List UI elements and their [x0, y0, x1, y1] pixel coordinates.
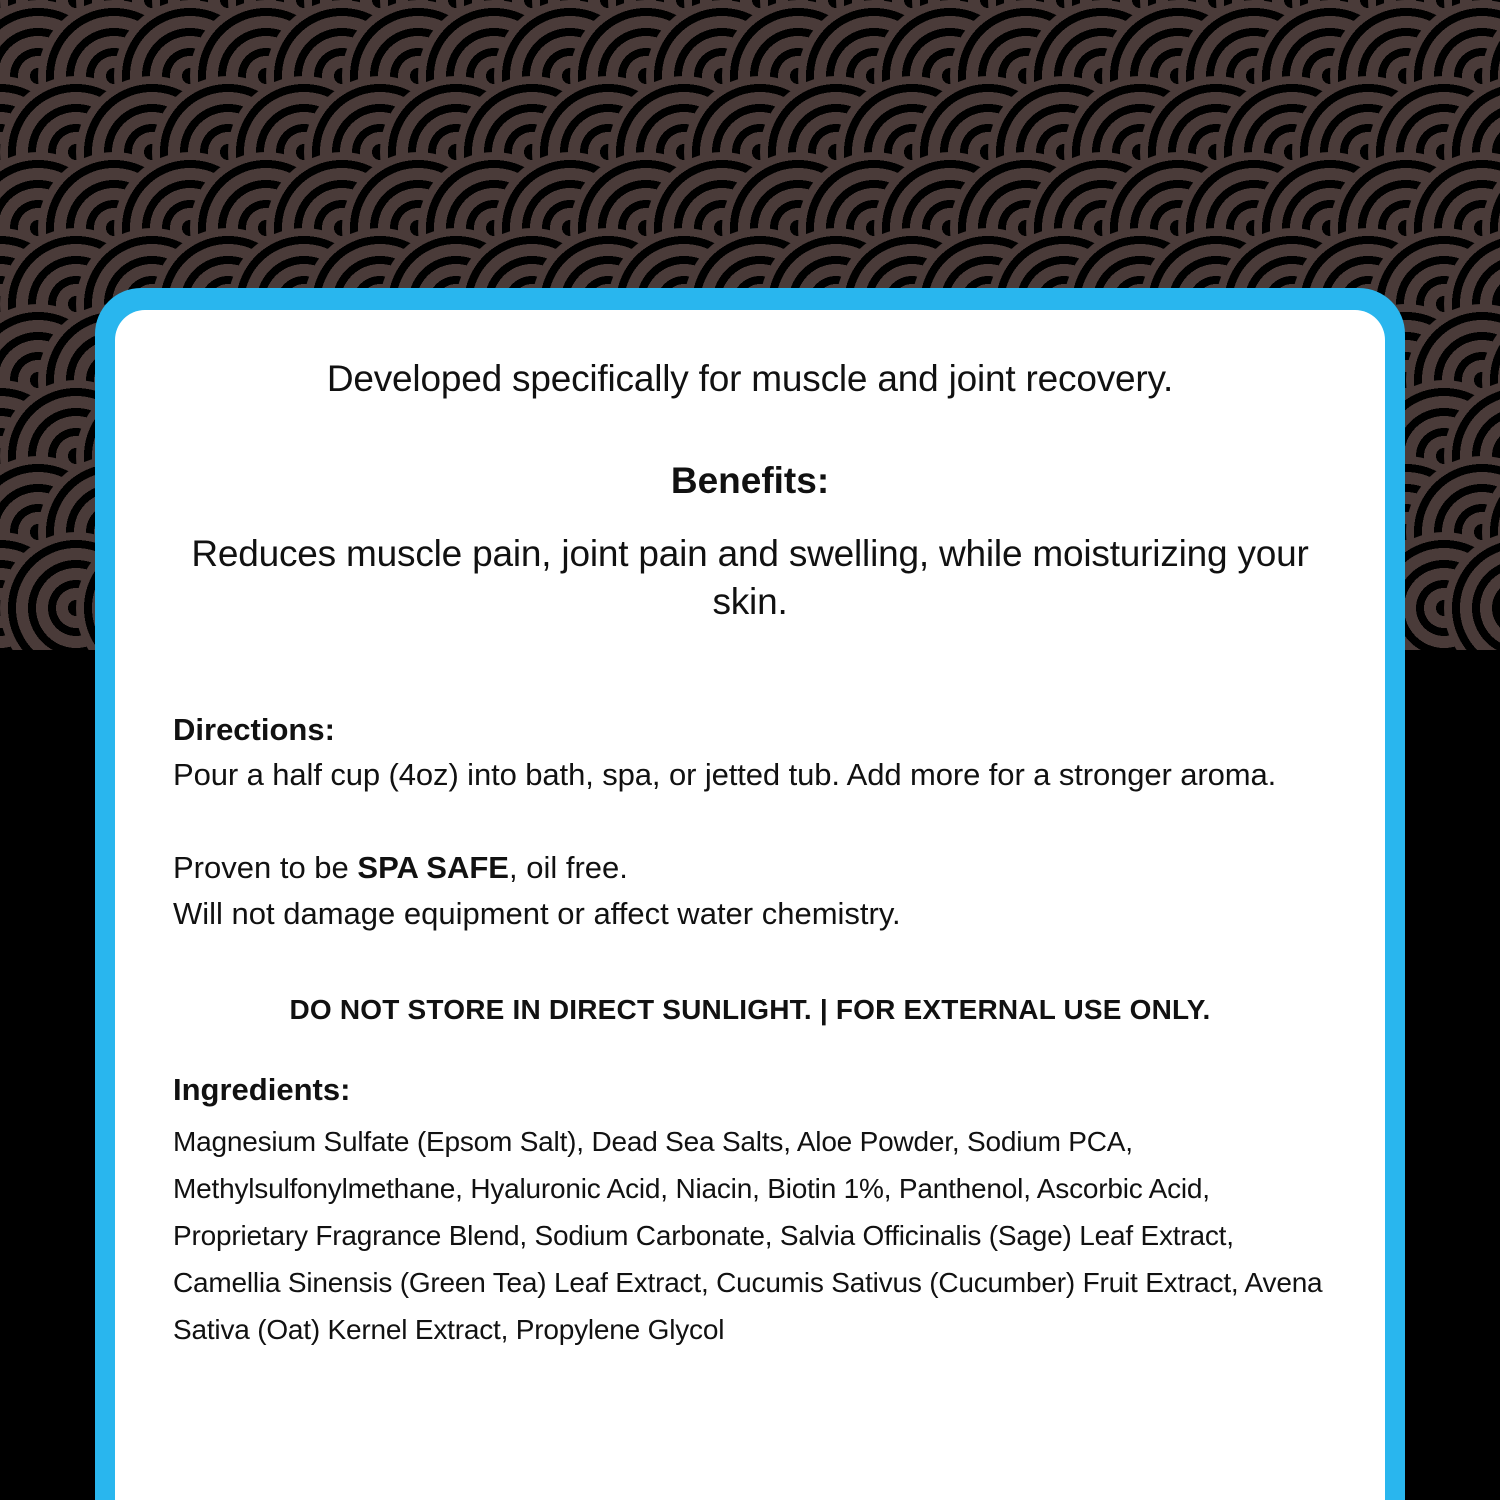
spacer	[173, 799, 1327, 845]
info-card-content	[115, 310, 1385, 1353]
warning-text: DO NOT STORE IN DIRECT SUNLIGHT. | FOR EXTERNAL USE ONLY.	[289, 993, 1211, 1025]
headline-text: Developed specifically for muscle and joint recovery.	[326, 358, 1174, 399]
directions-body-text: Pour a half cup (4oz) into bath, spa, or jetted tub. Add more for a stronger aroma.	[173, 757, 1277, 793]
spa-safe-emphasis: SPA SAFE	[357, 849, 509, 885]
spa-safe-line-1	[173, 845, 1327, 892]
spa-safe-suffix: , oil free.	[509, 849, 628, 885]
info-card-cyan-border	[95, 288, 1405, 1500]
ingredients-body-text: Magnesium Sulfate (Epsom Salt), Dead Sea Salts, Aloe Powder, Sodium PCA, Methylsulfonylmethane, Hyaluronic Acid, Niacin, Biotin 1%, Panthenol, Ascorbic Acid, Proprietary Fragrance Blend, Sodium Carbonate, Salvia Officinalis (Sage) Leaf Extract, Camellia Sinensis (Green Tea) Leaf Extract, Cucumis Sativus (Cucumber) Fruit Extract, Avena Sativa (Oat) Kernel Extract, Propylene Glycol	[173, 1125, 1323, 1346]
ingredients-heading: Ingredients:	[173, 1071, 351, 1107]
spa-safe-line-2: Will not damage equipment or affect water chemistry.	[173, 896, 901, 932]
info-card	[115, 310, 1385, 1500]
benefits-body-text: Reduces muscle pain, joint pain and swelling, while moisturizing your skin.	[191, 533, 1309, 623]
spa-safe-prefix: Proven to be	[173, 849, 358, 885]
benefits-heading: Benefits:	[670, 460, 830, 502]
directions-heading: Directions:	[173, 712, 335, 748]
